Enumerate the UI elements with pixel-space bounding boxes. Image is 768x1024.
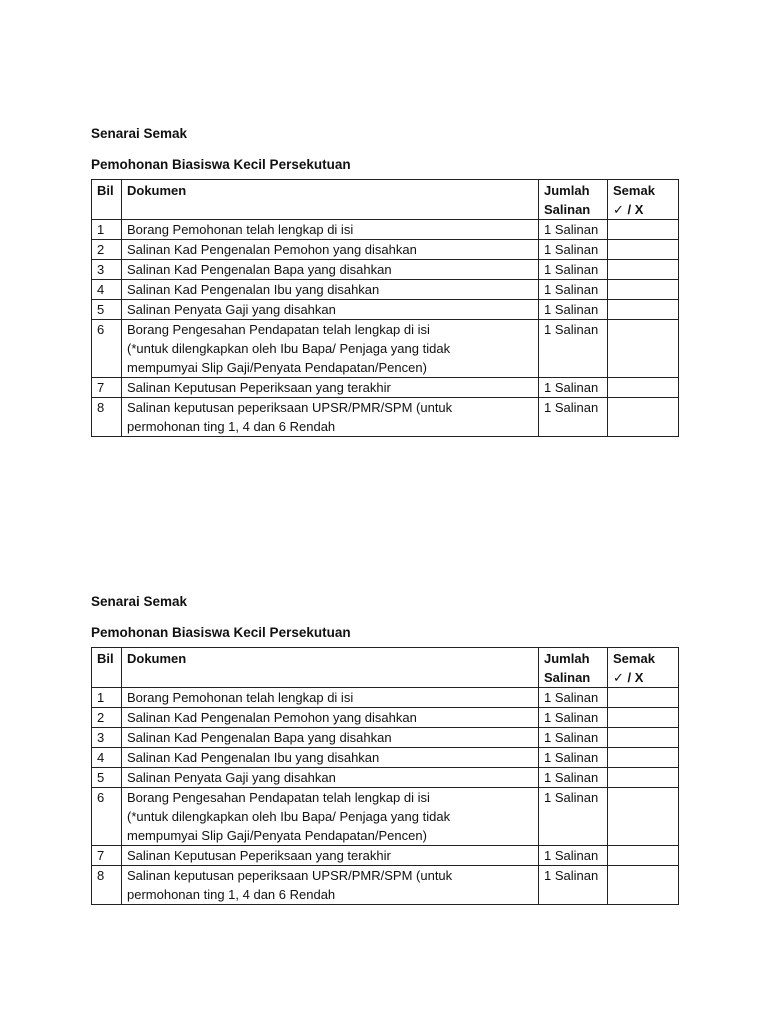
copies-count: 1 Salinan	[539, 260, 608, 280]
check-cell[interactable]	[608, 300, 679, 320]
column-header-jumlah-salinan: Jumlah Salinan	[539, 180, 608, 220]
check-cell[interactable]	[608, 240, 679, 260]
column-header-dokumen: Dokumen	[122, 180, 539, 220]
table-row	[92, 320, 679, 378]
document-name-line: Salinan Penyata Gaji yang disahkan	[127, 302, 336, 317]
copies-count: 1 Salinan	[539, 708, 608, 728]
copies-count: 1 Salinan	[539, 788, 608, 846]
copies-count: 1 Salinan	[539, 240, 608, 260]
document-name-line: Salinan Kad Pengenalan Ibu yang disahkan	[127, 282, 380, 297]
row-number: 1	[92, 220, 122, 240]
document-name-line: mempumyai Slip Gaji/Penyata Pendapatan/Pencen)	[127, 360, 427, 375]
copies-count: 1 Salinan	[539, 398, 608, 437]
document-name	[122, 866, 539, 905]
checklist-table	[91, 179, 679, 437]
table-row	[92, 398, 679, 437]
copies-count: 1 Salinan	[539, 866, 608, 905]
document-name	[122, 768, 539, 788]
document-name	[122, 398, 539, 437]
row-number: 7	[92, 378, 122, 398]
table-row	[92, 708, 679, 728]
document-name	[122, 846, 539, 866]
section-subtitle: Pemohonan Biasiswa Kecil Persekutuan	[91, 625, 351, 640]
check-cell[interactable]	[608, 260, 679, 280]
table-row	[92, 748, 679, 768]
row-number: 2	[92, 708, 122, 728]
document-name-line: permohonan ting 1, 4 dan 6 Rendah	[127, 887, 336, 902]
check-cell[interactable]	[608, 866, 679, 905]
row-number: 1	[92, 688, 122, 708]
document-name-line: (*untuk dilengkapkan oleh Ibu Bapa/ Penjaga yang tidak	[127, 341, 451, 356]
document-name-line: Salinan Kad Pengenalan Ibu yang disahkan	[127, 750, 380, 765]
copies-count: 1 Salinan	[539, 300, 608, 320]
row-number: 6	[92, 788, 122, 846]
document-name-line: Salinan Keputusan Peperiksaan yang terakhir	[127, 848, 391, 863]
document-name-line: Borang Pemohonan telah lengkap di isi	[127, 222, 354, 237]
document-name	[122, 240, 539, 260]
row-number: 5	[92, 768, 122, 788]
document-name-line: Borang Pengesahan Pendapatan telah lengkap di isi	[127, 790, 430, 805]
row-number: 8	[92, 866, 122, 905]
check-cell[interactable]	[608, 768, 679, 788]
copies-count: 1 Salinan	[539, 748, 608, 768]
check-cell[interactable]	[608, 378, 679, 398]
table-row	[92, 788, 679, 846]
copies-count: 1 Salinan	[539, 280, 608, 300]
document-name-line: Borang Pemohonan telah lengkap di isi	[127, 690, 354, 705]
document-name-line: Salinan Kad Pengenalan Bapa yang disahkan	[127, 730, 392, 745]
document-name	[122, 708, 539, 728]
section-subtitle: Pemohonan Biasiswa Kecil Persekutuan	[91, 157, 351, 172]
row-number: 8	[92, 398, 122, 437]
table-row	[92, 280, 679, 300]
copies-count: 1 Salinan	[539, 728, 608, 748]
copies-count: 1 Salinan	[539, 320, 608, 378]
check-cell[interactable]	[608, 788, 679, 846]
row-number: 3	[92, 728, 122, 748]
row-number: 5	[92, 300, 122, 320]
table-row	[92, 220, 679, 240]
document-name-line: Salinan keputusan peperiksaan UPSR/PMR/SPM (untuk	[127, 400, 453, 415]
row-number: 4	[92, 280, 122, 300]
table-row	[92, 260, 679, 280]
table-row	[92, 378, 679, 398]
check-cell[interactable]	[608, 398, 679, 437]
check-cell[interactable]	[608, 220, 679, 240]
copies-count: 1 Salinan	[539, 378, 608, 398]
check-cell[interactable]	[608, 846, 679, 866]
document-name	[122, 300, 539, 320]
copies-count: 1 Salinan	[539, 846, 608, 866]
document-name	[122, 220, 539, 240]
copies-count: 1 Salinan	[539, 768, 608, 788]
row-number: 3	[92, 260, 122, 280]
check-cell[interactable]	[608, 728, 679, 748]
check-cell[interactable]	[608, 320, 679, 378]
column-header-bil: Bil	[92, 648, 122, 688]
column-header-dokumen: Dokumen	[122, 648, 539, 688]
check-cell[interactable]	[608, 748, 679, 768]
document-name-line: permohonan ting 1, 4 dan 6 Rendah	[127, 419, 336, 434]
document-name-line: Salinan Kad Pengenalan Pemohon yang disahkan	[127, 710, 417, 725]
document-name	[122, 788, 539, 846]
check-cell[interactable]	[608, 708, 679, 728]
column-header-bil: Bil	[92, 180, 122, 220]
row-number: 4	[92, 748, 122, 768]
table-row	[92, 768, 679, 788]
table-header-row	[92, 180, 679, 220]
document-name-line: Borang Pengesahan Pendapatan telah lengkap di isi	[127, 322, 430, 337]
document-name	[122, 260, 539, 280]
document-name	[122, 688, 539, 708]
section-title: Senarai Semak	[91, 126, 188, 141]
row-number: 6	[92, 320, 122, 378]
check-or-cross-icon: ✓ / X	[613, 670, 644, 685]
table-row	[92, 688, 679, 708]
column-header-jumlah-salinan: Jumlah Salinan	[539, 648, 608, 688]
document-name-line: (*untuk dilengkapkan oleh Ibu Bapa/ Penjaga yang tidak	[127, 809, 451, 824]
document-name-line: Salinan Penyata Gaji yang disahkan	[127, 770, 336, 785]
check-cell[interactable]	[608, 688, 679, 708]
table-row	[92, 846, 679, 866]
checklist-table	[91, 647, 679, 905]
table-header-row	[92, 648, 679, 688]
copies-count: 1 Salinan	[539, 688, 608, 708]
document-name	[122, 280, 539, 300]
document-name-line: Salinan Kad Pengenalan Pemohon yang disahkan	[127, 242, 417, 257]
table-row	[92, 240, 679, 260]
column-header-semak: Semak ✓ / X	[608, 648, 679, 688]
document-name-line: Salinan Keputusan Peperiksaan yang terakhir	[127, 380, 391, 395]
row-number: 2	[92, 240, 122, 260]
table-row	[92, 728, 679, 748]
document-name-line: mempumyai Slip Gaji/Penyata Pendapatan/Pencen)	[127, 828, 427, 843]
row-number: 7	[92, 846, 122, 866]
document-name-line: Salinan Kad Pengenalan Bapa yang disahkan	[127, 262, 392, 277]
column-header-semak: Semak ✓ / X	[608, 180, 679, 220]
document-name	[122, 320, 539, 378]
check-or-cross-icon: ✓ / X	[613, 202, 644, 217]
document-name-line: Salinan keputusan peperiksaan UPSR/PMR/SPM (untuk	[127, 868, 453, 883]
section-title: Senarai Semak	[91, 594, 188, 609]
document-name	[122, 378, 539, 398]
document-name	[122, 748, 539, 768]
table-row	[92, 300, 679, 320]
table-row	[92, 866, 679, 905]
check-cell[interactable]	[608, 280, 679, 300]
copies-count: 1 Salinan	[539, 220, 608, 240]
document-name	[122, 728, 539, 748]
